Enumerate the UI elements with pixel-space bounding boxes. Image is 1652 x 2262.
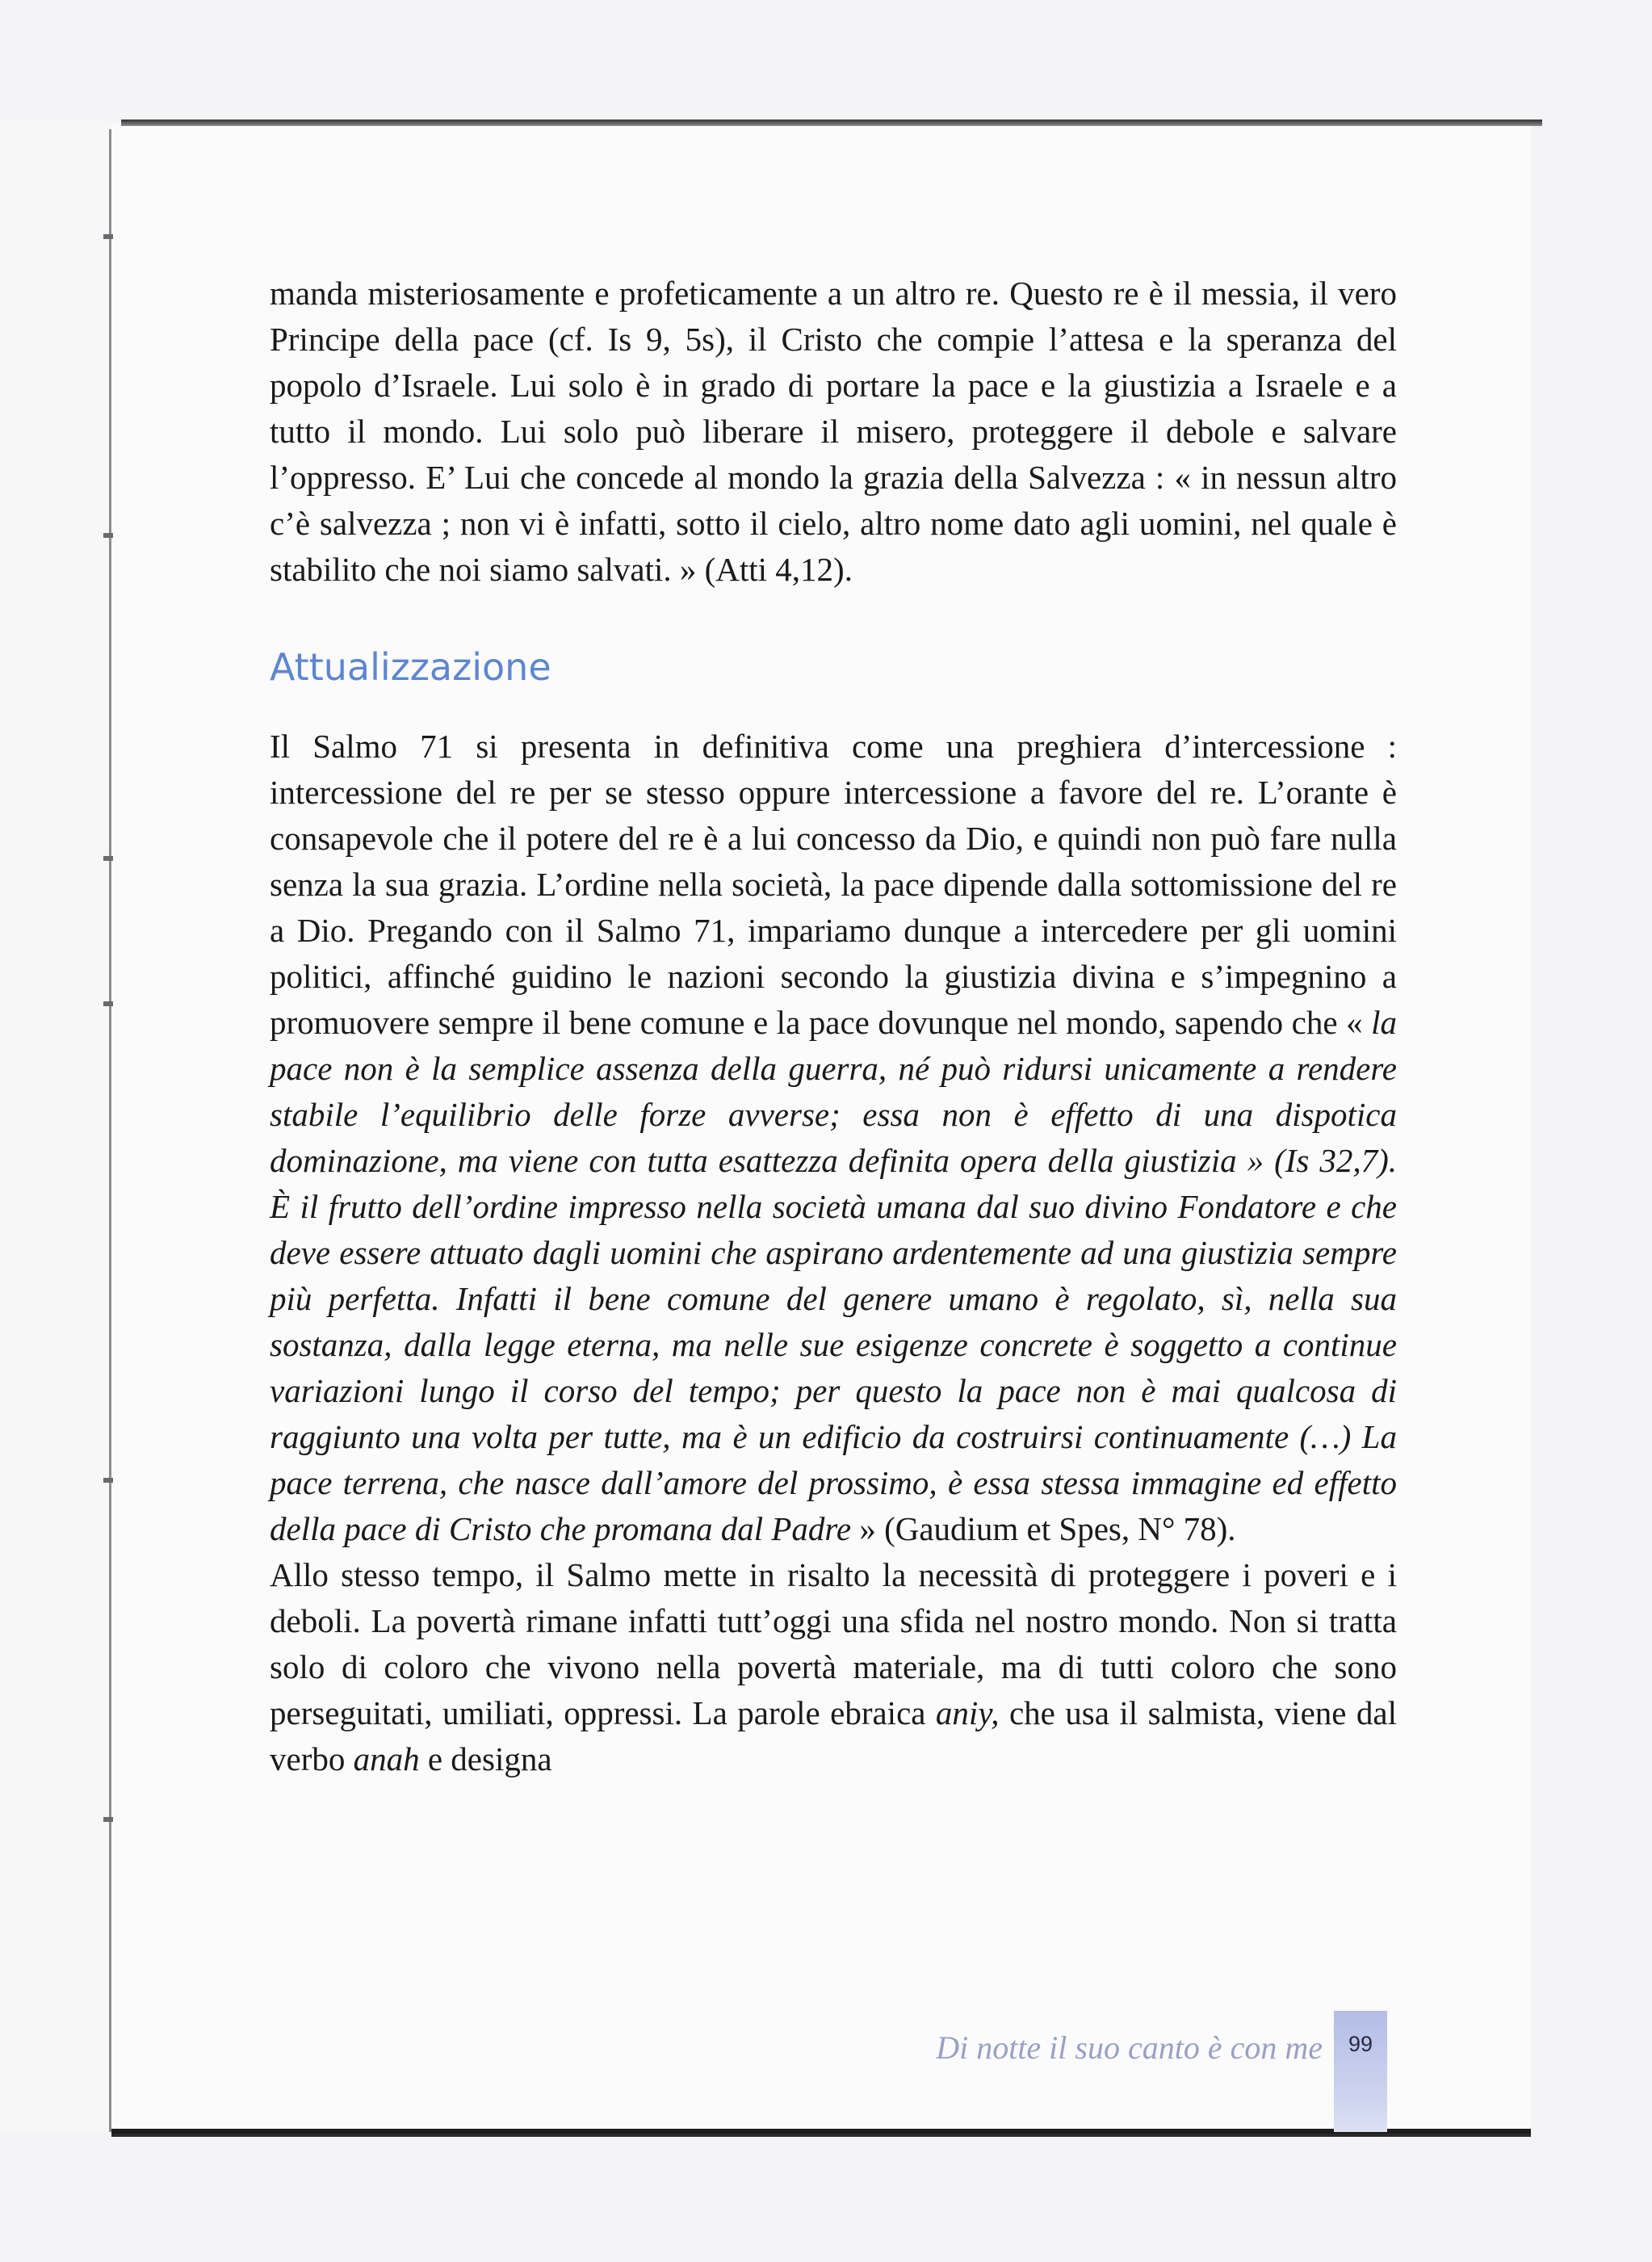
binding-stitch: [103, 856, 113, 861]
binding-edge: [109, 129, 111, 2132]
page-number-tab: [1334, 2011, 1387, 2132]
section-heading: Attualizzazione: [270, 645, 551, 689]
hebrew-verb: anah: [353, 1740, 420, 1777]
binding-stitch: [103, 234, 113, 239]
paragraph-attualizzazione: [270, 724, 1397, 1552]
quote-italic: la pace non è la semplice assenza della guerra, né può ridursi unicamente a rendere stabile l’equilibrio delle forze avverse; essa non è effetto di una dispotica dominazione, ma viene con tutta esattezza definita opera della giustizia » (Is 32,7). È il frutto dell’ordine impresso nella società umana dal suo divino Fondatore e che deve essere attuato dagli uomini che aspirano ardentemente ad una giustizia sempre più perfetta. Infatti il bene comune del genere umano è regolato, sì, nella sua sostanza, dalla legge eterna, ma nelle sue esigenze concrete è soggetto a continue variazioni lungo il corso del tempo; per questo la pace non è mai qualcosa di raggiunto una volta per tutte, ma è un edificio da costruirsi continuamente (…) La pace terrena, che nasce dall’amore del prossimo, è essa stessa immagine ed effetto della pace di Cristo che promana dal Padre: [270, 1004, 1397, 1547]
running-footer-title: Di notte il suo canto è con me: [936, 2029, 1323, 2066]
binding-stitch: [103, 533, 113, 538]
quote-citation: » (Gaudium et Spes, N° 78).: [851, 1510, 1236, 1547]
binding-stitch: [103, 1001, 113, 1006]
page-body: [270, 271, 1397, 1782]
binding-stitch: [103, 1817, 113, 1822]
paragraph-text: e designa: [419, 1740, 552, 1777]
paragraph-text: Il Salmo 71 si presenta in definitiva come una preghiera d’intercessione : intercessione del re per se stesso oppure intercessione a favore del re. L’orante è consapevole che il potere del re è a lui concesso da Dio, e quindi non può fare nulla senza la sua grazia. L’ordine nella società, la pace dipende dalla sottomissione del re a Dio. Pregando con il Salmo 71, impariamo dunque a intercedere per gli uomini politici, affinché guidino le nazioni secondo la giustizia divina e s’impegnino a promuovere sempre il bene comune e la pace dovunque nel mondo, sapendo che «: [270, 728, 1397, 1041]
page-number: 99: [1348, 2032, 1373, 2056]
facing-page-edge: [0, 121, 111, 2132]
paragraph-intro: manda misteriosamente e profeticamente a un altro re. Questo re è il messia, il vero Principe della pace (cf. Is 9, 5s), il Cristo che compie l’attesa e la speranza del popolo d’Israele. Lui solo è in grado di portare la pace e la giustizia a Israele e a tutto il mondo. Lui solo può liberare il misero, proteggere il debole e salvare l’oppresso. E’ Lui che concede al mondo la grazia della Salvezza : « in nessun altro c’è salvezza ; non vi è infatti, sotto il cielo, altro nome dato agli uomini, nel quale è stabilito che noi siamo salvati. » (Atti 4,12).: [270, 275, 1397, 588]
paragraph-text: che usa il salmista, viene dal verbo: [270, 1694, 1398, 1777]
page-top-edge: [121, 120, 1542, 126]
hebrew-word: aniy,: [935, 1694, 1000, 1731]
paragraph-text: Allo stesso tempo, il Salmo mette in risalto la necessità di proteggere i poveri e i deboli. La povertà rimane infatti tutt’oggi una sfida nel nostro mondo. Non si tratta solo di coloro che vivono nella povertà materiale, ma di tutti coloro che sono perseguitati, umiliati, oppressi. La parole ebraica: [270, 1556, 1397, 1731]
binding-stitch: [103, 1478, 113, 1483]
paragraph-poverta: [270, 1552, 1397, 1782]
